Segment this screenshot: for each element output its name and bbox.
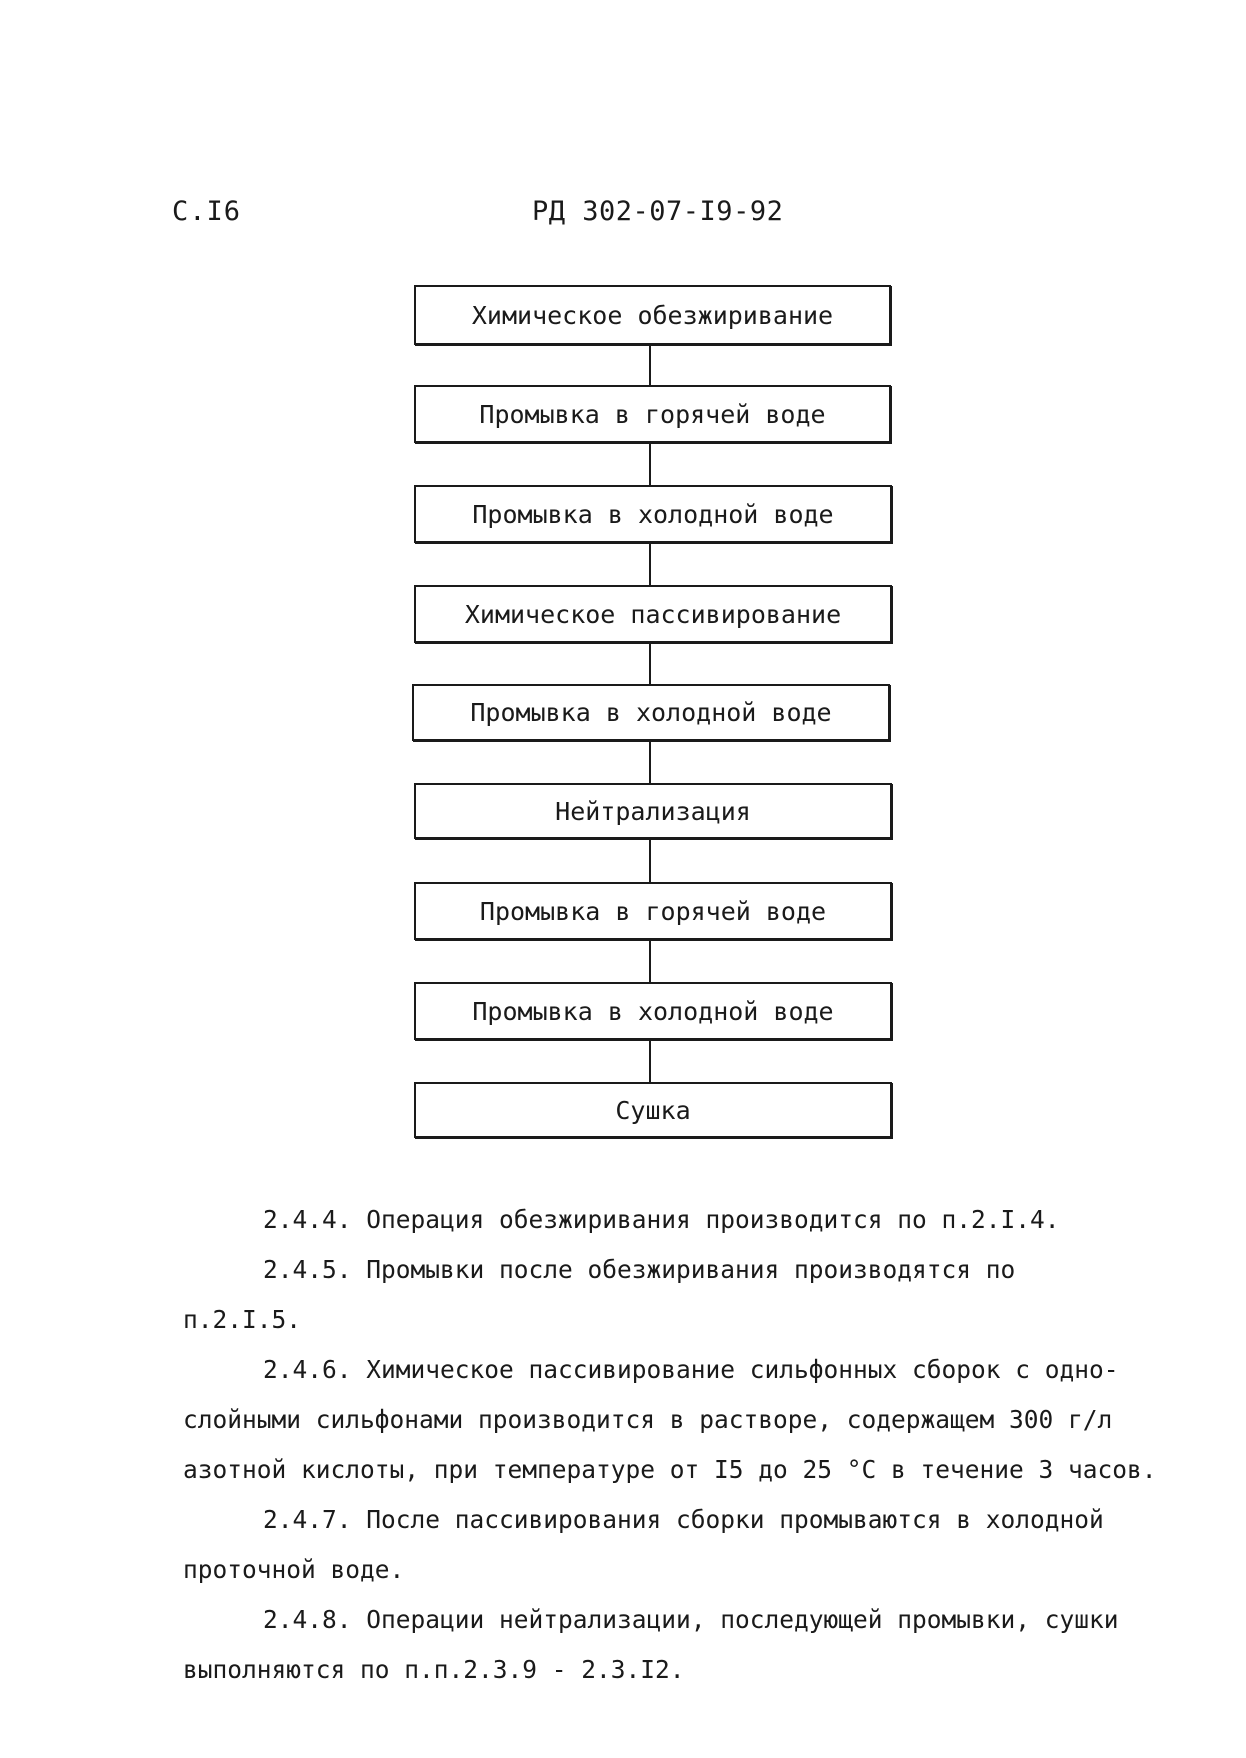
flow-step: Химическое обезжиривание — [414, 285, 891, 345]
flow-step: Промывка в горячей воде — [414, 882, 892, 940]
flow-connector — [649, 643, 651, 684]
flow-connector — [649, 940, 651, 982]
flow-connector — [649, 543, 651, 585]
paragraph-2-4-6: 2.4.6. Химическое пассивирование сильфонных сборок с одно- слойными сильфонами производится в растворе, содержащем 300 г/л азотной кислоты, при температуре от I5 до 25 °С в течение 3 часов. — [183, 1355, 1157, 1484]
flow-connector — [649, 839, 651, 882]
paragraph-2-4-4: 2.4.4. Операция обезжиривания производится по п.2.I.4. — [263, 1205, 1060, 1234]
page-number: С.I6 — [172, 196, 242, 227]
flow-step: Промывка в горячей воде — [414, 385, 891, 443]
flow-step: Нейтрализация — [414, 783, 892, 839]
flow-step: Промывка в холодной воде — [412, 684, 890, 741]
paragraph-2-4-8: 2.4.8. Операции нейтрализации, последующей промывки, сушки выполняются по п.п.2.3.9 - 2.3.I2. — [183, 1605, 1119, 1684]
flow-step: Сушка — [414, 1082, 892, 1138]
paragraph-2-4-7: 2.4.7. После пассивирования сборки промываются в холодной проточной воде. — [183, 1505, 1104, 1584]
body-text — [183, 1195, 1213, 1695]
flow-step: Промывка в холодной воде — [414, 485, 892, 543]
flow-connector — [649, 1040, 651, 1082]
flow-connector — [649, 345, 651, 385]
document-code: РД 302-07-I9-92 — [532, 196, 784, 227]
flow-step: Химическое пассивирование — [414, 585, 892, 643]
flow-connector — [649, 741, 651, 783]
flow-connector — [649, 443, 651, 485]
paragraph-2-4-5: 2.4.5. Промывки после обезжиривания производятся по п.2.I.5. — [183, 1255, 1016, 1334]
flow-step: Промывка в холодной воде — [414, 982, 892, 1040]
